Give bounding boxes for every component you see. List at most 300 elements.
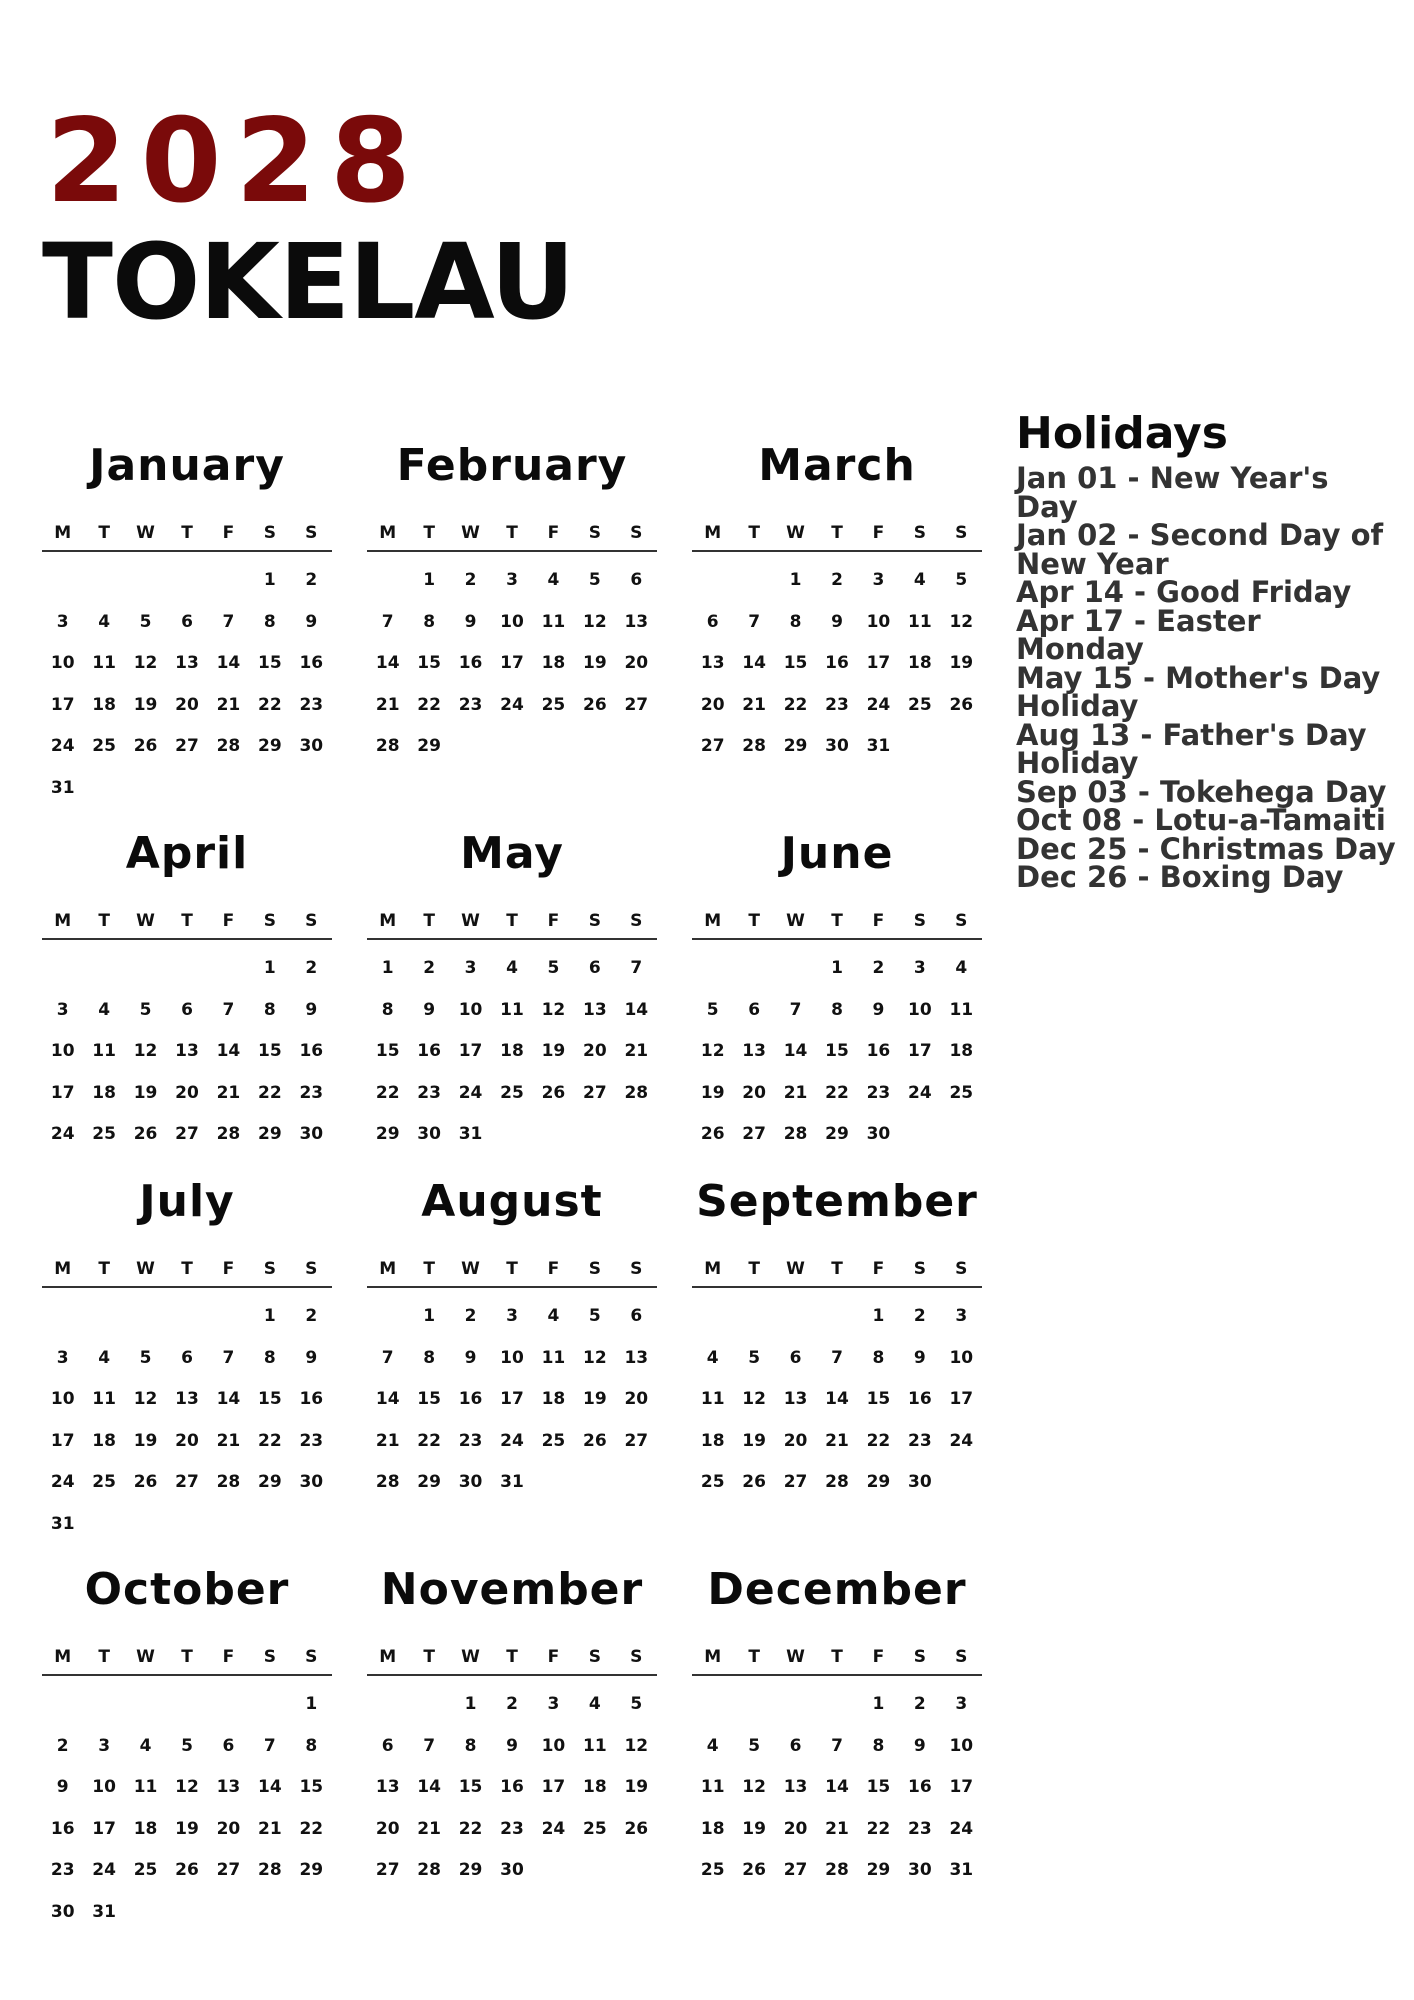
day-cell: 14 bbox=[825, 1777, 849, 1797]
day-cell: 29 bbox=[783, 736, 808, 756]
day-cell: 20 bbox=[175, 1430, 199, 1451]
day-cell: 9 bbox=[464, 1347, 477, 1368]
day-cell: 15 bbox=[458, 1777, 483, 1797]
day-cell: 3 bbox=[872, 570, 885, 590]
weekday-label: T bbox=[748, 523, 760, 543]
day-grid bbox=[42, 1684, 332, 1933]
day-cell: 5 bbox=[181, 1735, 193, 1756]
weekday-label: S bbox=[955, 1647, 968, 1667]
weekday-label: W bbox=[786, 911, 805, 931]
weekday-label: S bbox=[305, 523, 318, 543]
day-cell: 19 bbox=[175, 1818, 199, 1839]
empty-cell bbox=[208, 560, 249, 602]
weekday-label: M bbox=[379, 1259, 397, 1279]
empty-cell bbox=[42, 1296, 83, 1338]
day-cell: 27 bbox=[742, 1124, 766, 1144]
day-cell: 19 bbox=[583, 653, 607, 673]
weekday-label: F bbox=[547, 523, 560, 543]
weekday-label: T bbox=[181, 911, 193, 931]
day-cell: 29 bbox=[866, 1472, 891, 1492]
day-cell: 4 bbox=[706, 1735, 719, 1756]
weekday-label: S bbox=[263, 1259, 276, 1279]
empty-cell bbox=[733, 1684, 774, 1726]
day-cell: 25 bbox=[133, 1860, 158, 1880]
day-cell: 7 bbox=[263, 1735, 276, 1756]
weekday-label: S bbox=[305, 911, 318, 931]
holiday-item: Sep 03 - Tokehega Day bbox=[1016, 774, 1387, 809]
month-name: January bbox=[89, 440, 285, 491]
day-cell: 31 bbox=[458, 1124, 483, 1144]
day-cell: 12 bbox=[624, 1735, 649, 1756]
day-cell: 27 bbox=[175, 1124, 199, 1144]
day-cell: 15 bbox=[299, 1777, 324, 1797]
weekday-label: F bbox=[872, 1259, 885, 1279]
day-grid bbox=[692, 560, 982, 768]
day-cell: 27 bbox=[216, 1860, 241, 1880]
day-cell: 25 bbox=[700, 1860, 725, 1880]
day-cell: 23 bbox=[825, 694, 849, 715]
day-cell: 12 bbox=[700, 1041, 725, 1061]
day-cell: 5 bbox=[748, 1735, 761, 1756]
day-cell: 13 bbox=[742, 1041, 766, 1061]
holiday-item: Dec 26 - Boxing Day bbox=[1016, 860, 1344, 894]
day-cell: 14 bbox=[258, 1777, 282, 1797]
day-cell: 9 bbox=[506, 1735, 518, 1756]
weekday-header bbox=[42, 520, 332, 552]
day-cell: 21 bbox=[258, 1818, 282, 1839]
day-cell: 1 bbox=[305, 1694, 318, 1714]
day-cell: 29 bbox=[866, 1860, 891, 1880]
day-cell: 14 bbox=[375, 653, 400, 673]
day-cell: 16 bbox=[500, 1777, 524, 1797]
empty-cell bbox=[125, 560, 166, 602]
weekday-label: T bbox=[831, 1647, 843, 1667]
month-november bbox=[367, 1564, 657, 1892]
day-cell: 19 bbox=[700, 1082, 725, 1103]
day-cell: 19 bbox=[742, 1818, 766, 1839]
day-cell: 26 bbox=[742, 1860, 766, 1880]
day-cell: 7 bbox=[831, 1347, 843, 1368]
weekday-label: T bbox=[423, 1647, 435, 1667]
day-cell: 9 bbox=[464, 611, 477, 632]
day-cell: 19 bbox=[133, 694, 158, 715]
weekday-header bbox=[42, 1256, 332, 1288]
day-cell: 10 bbox=[92, 1777, 116, 1797]
day-cell: 3 bbox=[464, 958, 477, 978]
day-cell: 3 bbox=[56, 611, 69, 632]
day-cell: 1 bbox=[381, 958, 394, 978]
day-cell: 16 bbox=[458, 1389, 483, 1409]
month-february bbox=[367, 440, 657, 768]
weekday-header bbox=[367, 520, 657, 552]
day-grid bbox=[692, 948, 982, 1156]
day-cell: 12 bbox=[742, 1389, 766, 1409]
day-cell: 22 bbox=[866, 1818, 891, 1839]
day-grid bbox=[42, 1296, 332, 1545]
day-cell: 16 bbox=[866, 1041, 891, 1061]
weekday-label: T bbox=[98, 1259, 110, 1279]
day-cell: 5 bbox=[706, 999, 719, 1020]
day-cell: 8 bbox=[423, 611, 436, 632]
day-cell: 18 bbox=[92, 1430, 116, 1451]
weekday-label: S bbox=[305, 1259, 318, 1279]
day-cell: 14 bbox=[375, 1389, 400, 1409]
empty-cell bbox=[367, 560, 408, 602]
weekday-label: M bbox=[704, 911, 722, 931]
day-cell: 28 bbox=[417, 1860, 441, 1880]
weekday-label: W bbox=[461, 911, 480, 931]
day-cell: 10 bbox=[500, 1347, 524, 1368]
day-cell: 11 bbox=[133, 1777, 158, 1797]
day-cell: 4 bbox=[706, 1347, 719, 1368]
day-cell: 21 bbox=[417, 1818, 441, 1839]
month-july bbox=[42, 1176, 332, 1545]
day-cell: 18 bbox=[92, 694, 116, 715]
holiday-item: Oct 08 - Lotu-a-Tamaiti bbox=[1016, 803, 1386, 837]
day-cell: 3 bbox=[506, 1306, 518, 1326]
day-cell: 29 bbox=[299, 1860, 324, 1880]
weekday-label: S bbox=[913, 911, 926, 931]
day-cell: 12 bbox=[133, 1041, 158, 1061]
weekday-label: T bbox=[748, 911, 760, 931]
day-cell: 29 bbox=[258, 1124, 282, 1144]
weekday-label: S bbox=[955, 523, 968, 543]
day-cell: 27 bbox=[175, 1472, 199, 1492]
day-cell: 24 bbox=[50, 1472, 75, 1492]
day-cell: 1 bbox=[263, 570, 276, 590]
day-cell: 29 bbox=[258, 736, 282, 756]
day-cell: 5 bbox=[630, 1694, 643, 1714]
day-cell: 26 bbox=[949, 694, 974, 715]
empty-cell bbox=[42, 560, 83, 602]
day-cell: 31 bbox=[949, 1860, 974, 1880]
day-cell: 7 bbox=[831, 1735, 843, 1756]
day-cell: 8 bbox=[263, 999, 276, 1020]
day-cell: 26 bbox=[742, 1472, 766, 1492]
day-cell: 5 bbox=[139, 611, 152, 632]
day-cell: 23 bbox=[299, 1082, 324, 1103]
empty-cell bbox=[83, 1296, 124, 1338]
empty-cell bbox=[166, 560, 207, 602]
day-cell: 3 bbox=[56, 1347, 69, 1368]
day-cell: 2 bbox=[831, 570, 843, 590]
weekday-label: T bbox=[423, 911, 435, 931]
day-cell: 16 bbox=[299, 653, 324, 673]
day-cell: 16 bbox=[299, 1041, 324, 1061]
day-grid bbox=[367, 560, 657, 768]
day-cell: 22 bbox=[258, 1430, 282, 1451]
day-cell: 8 bbox=[872, 1347, 885, 1368]
day-cell: 16 bbox=[458, 653, 483, 673]
empty-cell bbox=[692, 1296, 733, 1338]
day-cell: 13 bbox=[700, 653, 725, 673]
weekday-label: W bbox=[136, 911, 155, 931]
day-cell: 5 bbox=[955, 570, 968, 590]
day-cell: 21 bbox=[783, 1082, 808, 1103]
day-cell: 31 bbox=[866, 736, 891, 756]
weekday-label: T bbox=[506, 523, 518, 543]
day-cell: 4 bbox=[506, 958, 518, 978]
month-august bbox=[367, 1176, 657, 1504]
day-cell: 2 bbox=[913, 1306, 926, 1326]
day-cell: 17 bbox=[92, 1818, 116, 1839]
month-name: May bbox=[460, 828, 564, 879]
day-cell: 26 bbox=[700, 1124, 725, 1144]
day-cell: 31 bbox=[92, 1901, 116, 1922]
day-cell: 23 bbox=[50, 1860, 75, 1880]
day-cell: 6 bbox=[789, 1347, 802, 1368]
day-cell: 7 bbox=[381, 1347, 394, 1368]
weekday-label: S bbox=[630, 911, 643, 931]
day-cell: 24 bbox=[949, 1430, 974, 1451]
day-cell: 26 bbox=[133, 1124, 158, 1144]
day-cell: 26 bbox=[583, 1430, 607, 1451]
day-cell: 1 bbox=[872, 1306, 885, 1326]
weekday-label: M bbox=[54, 523, 72, 543]
day-cell: 1 bbox=[872, 1694, 885, 1714]
day-cell: 18 bbox=[583, 1777, 607, 1797]
day-cell: 5 bbox=[588, 570, 601, 590]
day-cell: 9 bbox=[305, 999, 318, 1020]
day-cell: 24 bbox=[500, 1430, 524, 1451]
empty-cell bbox=[166, 1684, 207, 1726]
day-cell: 24 bbox=[866, 694, 891, 715]
day-cell: 30 bbox=[908, 1860, 932, 1880]
day-cell: 19 bbox=[624, 1777, 649, 1797]
day-cell: 3 bbox=[506, 570, 518, 590]
day-cell: 28 bbox=[375, 736, 400, 756]
day-cell: 23 bbox=[908, 1818, 932, 1839]
day-cell: 18 bbox=[500, 1041, 524, 1061]
day-cell: 17 bbox=[541, 1777, 566, 1797]
day-cell: 20 bbox=[783, 1818, 808, 1839]
empty-cell bbox=[208, 1296, 249, 1338]
day-cell: 30 bbox=[500, 1860, 524, 1880]
day-cell: 12 bbox=[949, 611, 974, 632]
day-cell: 28 bbox=[375, 1472, 400, 1492]
day-cell: 24 bbox=[458, 1082, 483, 1103]
day-cell: 7 bbox=[222, 611, 235, 632]
day-grid bbox=[42, 948, 332, 1156]
day-cell: 20 bbox=[375, 1818, 400, 1839]
day-cell: 10 bbox=[50, 653, 75, 673]
weekday-label: T bbox=[506, 1259, 518, 1279]
day-cell: 30 bbox=[908, 1472, 932, 1492]
day-cell: 17 bbox=[949, 1777, 974, 1797]
weekday-label: F bbox=[872, 1647, 885, 1667]
day-cell: 4 bbox=[588, 1694, 601, 1714]
weekday-label: T bbox=[98, 911, 110, 931]
day-cell: 25 bbox=[949, 1082, 974, 1103]
day-cell: 2 bbox=[56, 1735, 69, 1756]
weekday-label: M bbox=[54, 911, 72, 931]
day-cell: 20 bbox=[624, 1389, 649, 1409]
weekday-label: S bbox=[913, 1647, 926, 1667]
day-cell: 14 bbox=[216, 1389, 241, 1409]
day-cell: 26 bbox=[541, 1082, 566, 1103]
weekday-label: W bbox=[461, 523, 480, 543]
weekday-label: W bbox=[461, 1647, 480, 1667]
day-cell: 6 bbox=[630, 570, 643, 590]
day-cell: 29 bbox=[458, 1860, 483, 1880]
day-cell: 11 bbox=[700, 1389, 725, 1409]
weekday-label: W bbox=[461, 1259, 480, 1279]
day-cell: 15 bbox=[866, 1389, 891, 1409]
day-cell: 14 bbox=[742, 653, 766, 673]
day-cell: 29 bbox=[258, 1472, 282, 1492]
weekday-label: T bbox=[831, 911, 843, 931]
day-cell: 8 bbox=[305, 1735, 318, 1756]
day-cell: 20 bbox=[583, 1041, 607, 1061]
weekday-header bbox=[692, 1644, 982, 1676]
day-cell: 28 bbox=[742, 736, 766, 756]
day-cell: 6 bbox=[381, 1735, 394, 1756]
day-cell: 27 bbox=[783, 1472, 808, 1492]
day-cell: 16 bbox=[908, 1777, 932, 1797]
weekday-label: F bbox=[547, 1647, 560, 1667]
month-september bbox=[692, 1176, 982, 1504]
empty-cell bbox=[125, 1684, 166, 1726]
empty-cell bbox=[166, 1296, 207, 1338]
weekday-label: W bbox=[786, 523, 805, 543]
day-cell: 4 bbox=[913, 570, 926, 590]
day-cell: 23 bbox=[458, 1430, 483, 1451]
weekday-label: S bbox=[263, 911, 276, 931]
holiday-item: Aug 13 - Father's Day Holiday bbox=[1016, 717, 1367, 780]
day-cell: 25 bbox=[700, 1472, 725, 1492]
day-cell: 30 bbox=[50, 1901, 75, 1922]
day-cell: 18 bbox=[541, 1389, 566, 1409]
month-name: November bbox=[380, 1564, 644, 1615]
day-cell: 10 bbox=[500, 611, 524, 632]
day-cell: 9 bbox=[913, 1735, 926, 1756]
day-cell: 13 bbox=[783, 1389, 808, 1409]
day-cell: 21 bbox=[742, 694, 766, 715]
weekday-label: S bbox=[305, 1647, 318, 1667]
day-cell: 18 bbox=[133, 1818, 158, 1839]
day-cell: 27 bbox=[624, 1430, 649, 1451]
day-cell: 22 bbox=[783, 694, 808, 715]
month-name: June bbox=[780, 828, 894, 879]
holiday-list bbox=[1016, 461, 1396, 894]
day-cell: 28 bbox=[825, 1472, 849, 1492]
empty-cell bbox=[367, 1684, 408, 1726]
day-cell: 24 bbox=[949, 1818, 974, 1839]
day-cell: 11 bbox=[908, 611, 932, 632]
weekday-label: W bbox=[136, 1259, 155, 1279]
weekday-label: M bbox=[379, 911, 397, 931]
day-cell: 5 bbox=[139, 999, 152, 1020]
day-cell: 7 bbox=[222, 999, 235, 1020]
weekday-label: S bbox=[588, 911, 601, 931]
day-cell: 14 bbox=[216, 653, 241, 673]
day-cell: 18 bbox=[541, 653, 566, 673]
day-cell: 13 bbox=[624, 611, 649, 632]
day-cell: 27 bbox=[783, 1860, 808, 1880]
day-cell: 23 bbox=[417, 1082, 441, 1103]
day-cell: 29 bbox=[375, 1124, 400, 1144]
weekday-label: T bbox=[506, 911, 518, 931]
day-cell: 30 bbox=[866, 1124, 891, 1144]
day-cell: 10 bbox=[949, 1735, 974, 1756]
day-cell: 24 bbox=[50, 736, 75, 756]
day-cell: 22 bbox=[417, 1430, 441, 1451]
day-cell: 6 bbox=[706, 611, 719, 632]
day-cell: 11 bbox=[92, 1389, 116, 1409]
day-cell: 27 bbox=[624, 694, 649, 715]
day-cell: 14 bbox=[783, 1041, 808, 1061]
month-october bbox=[42, 1564, 332, 1933]
empty-cell bbox=[775, 1684, 816, 1726]
day-cell: 25 bbox=[92, 1472, 116, 1492]
empty-cell bbox=[816, 1684, 857, 1726]
month-name: February bbox=[396, 440, 628, 491]
empty-cell bbox=[125, 1296, 166, 1338]
day-cell: 22 bbox=[866, 1430, 891, 1451]
day-cell: 31 bbox=[500, 1472, 524, 1492]
day-cell: 1 bbox=[263, 1306, 276, 1326]
day-grid bbox=[692, 1296, 982, 1504]
day-cell: 17 bbox=[50, 1082, 75, 1103]
day-cell: 6 bbox=[181, 611, 193, 632]
day-cell: 20 bbox=[742, 1082, 766, 1103]
day-cell: 24 bbox=[500, 694, 524, 715]
day-cell: 21 bbox=[825, 1430, 849, 1451]
day-cell: 9 bbox=[305, 1347, 318, 1368]
day-cell: 9 bbox=[913, 1347, 926, 1368]
day-cell: 11 bbox=[583, 1735, 607, 1756]
day-cell: 31 bbox=[50, 777, 75, 798]
day-cell: 6 bbox=[588, 958, 601, 978]
day-cell: 12 bbox=[742, 1777, 766, 1797]
day-cell: 25 bbox=[583, 1818, 607, 1839]
day-cell: 28 bbox=[216, 736, 241, 756]
empty-cell bbox=[733, 1296, 774, 1338]
day-cell: 6 bbox=[748, 999, 761, 1020]
day-cell: 28 bbox=[624, 1082, 649, 1103]
empty-cell bbox=[816, 1296, 857, 1338]
day-cell: 6 bbox=[181, 999, 193, 1020]
day-cell: 15 bbox=[258, 1389, 282, 1409]
day-cell: 2 bbox=[423, 958, 436, 978]
day-cell: 4 bbox=[955, 958, 968, 978]
day-cell: 12 bbox=[175, 1777, 199, 1797]
weekday-label: S bbox=[913, 523, 926, 543]
weekday-label: W bbox=[786, 1259, 805, 1279]
day-cell: 26 bbox=[175, 1860, 199, 1880]
day-cell: 1 bbox=[423, 570, 436, 590]
day-cell: 4 bbox=[98, 1347, 111, 1368]
weekday-label: T bbox=[181, 1259, 193, 1279]
weekday-label: M bbox=[704, 523, 722, 543]
day-cell: 4 bbox=[547, 1306, 560, 1326]
day-cell: 15 bbox=[417, 1389, 441, 1409]
day-cell: 8 bbox=[381, 999, 394, 1020]
empty-cell bbox=[692, 948, 733, 990]
weekday-label: F bbox=[547, 911, 560, 931]
day-cell: 27 bbox=[375, 1860, 400, 1880]
day-cell: 2 bbox=[464, 1306, 477, 1326]
weekday-label: T bbox=[423, 1259, 435, 1279]
day-cell: 16 bbox=[50, 1818, 75, 1839]
weekday-label: S bbox=[588, 1259, 601, 1279]
day-cell: 31 bbox=[50, 1513, 75, 1534]
day-cell: 24 bbox=[541, 1818, 566, 1839]
month-june bbox=[692, 828, 982, 1156]
weekday-label: T bbox=[181, 1647, 193, 1667]
day-cell: 15 bbox=[783, 653, 808, 673]
day-cell: 18 bbox=[700, 1818, 725, 1839]
